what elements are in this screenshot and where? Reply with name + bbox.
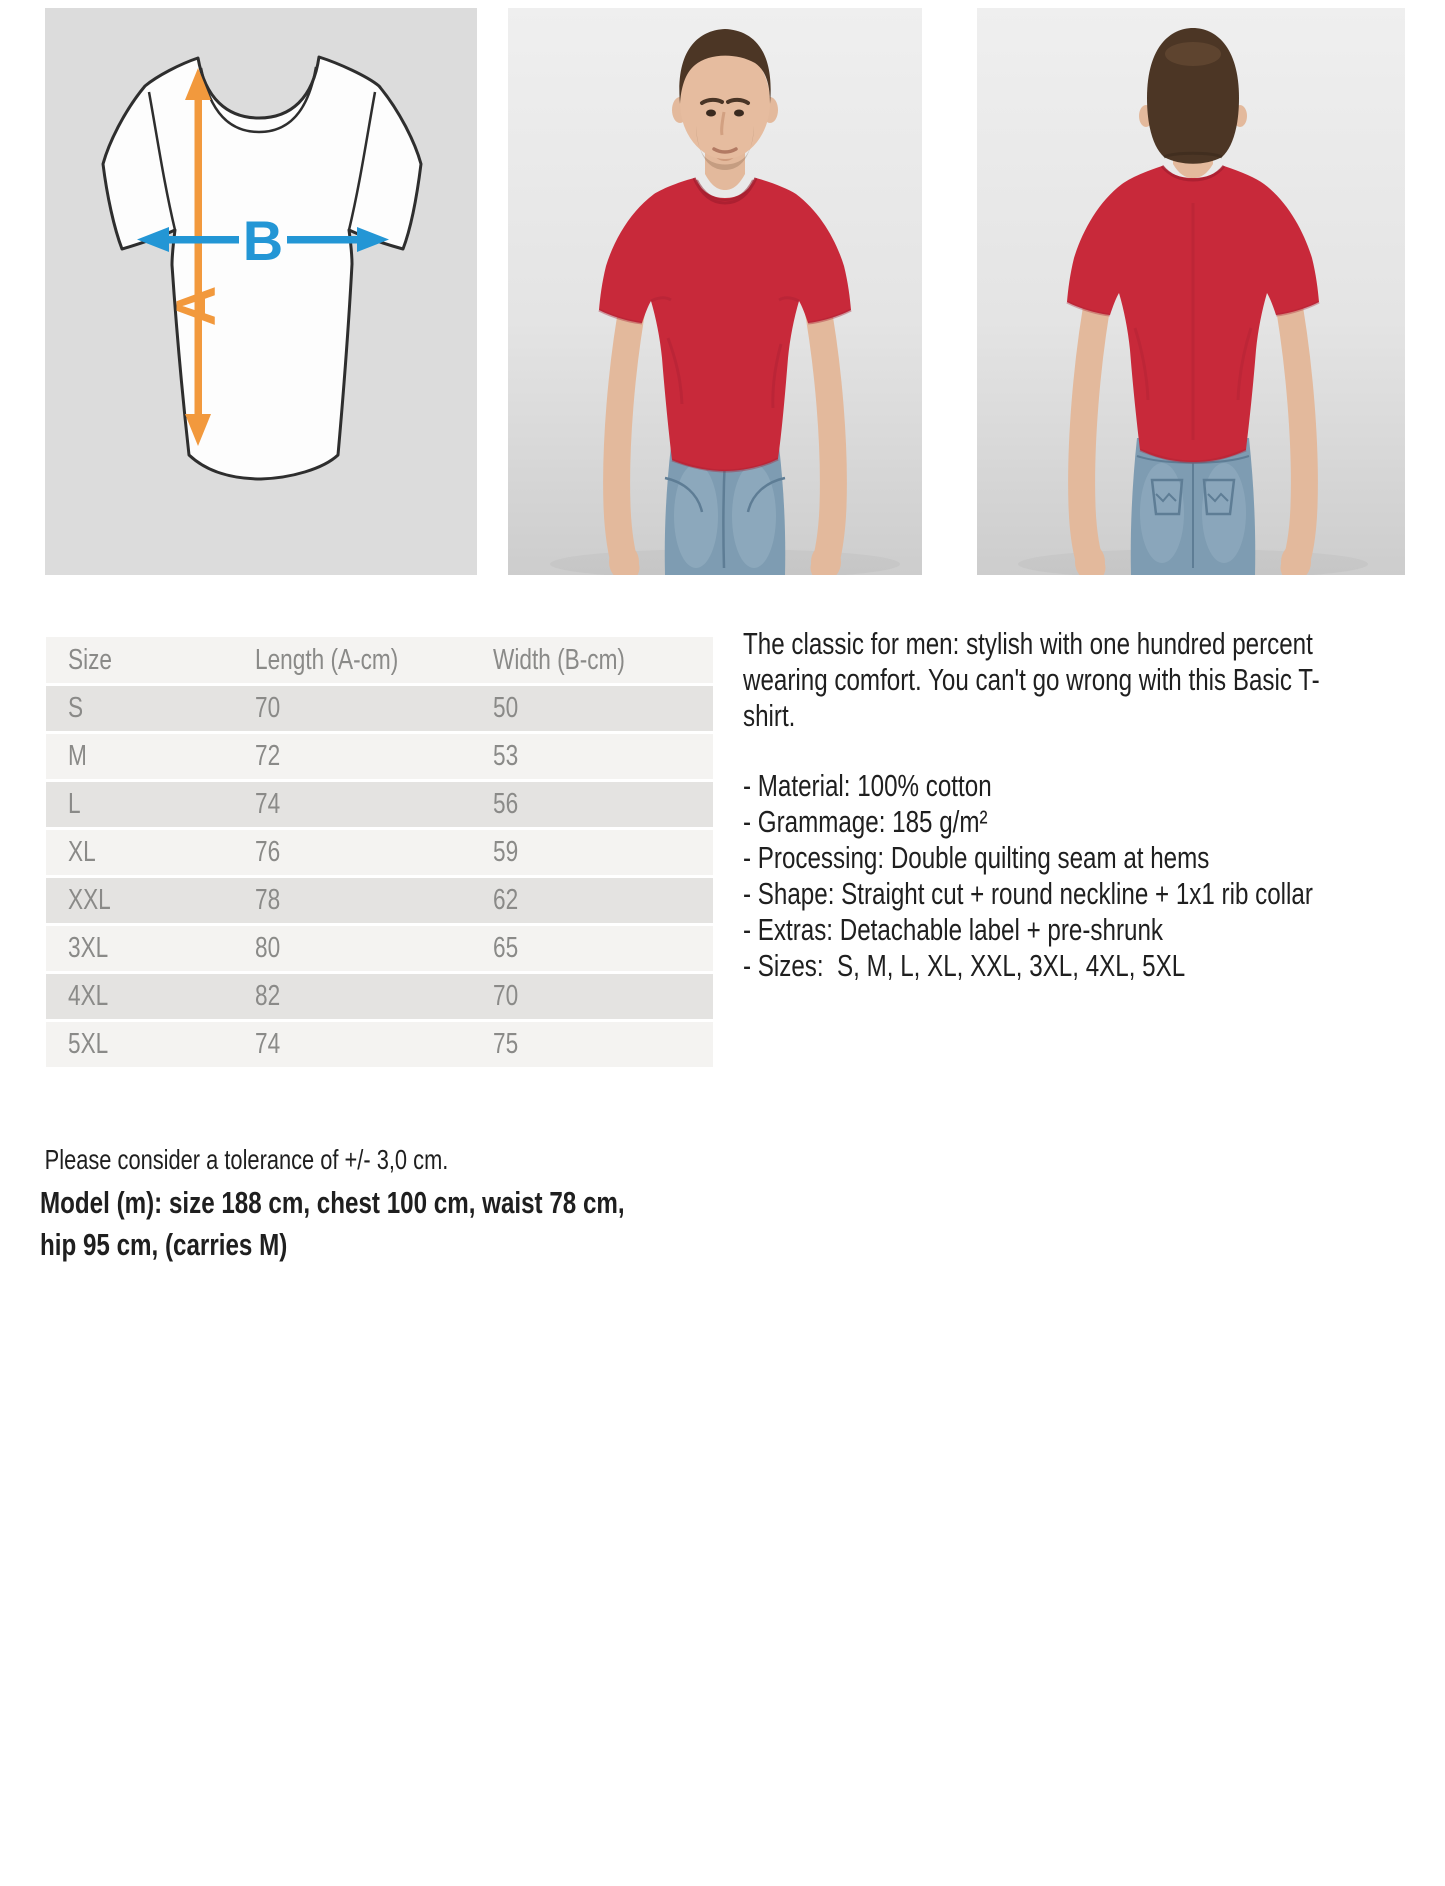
spec-list [743, 768, 1422, 984]
spec-item-material: - Material: 100% cotton [743, 768, 992, 803]
cell-size: 5XL [68, 1028, 109, 1060]
cell-width: 62 [493, 884, 519, 916]
spec-item-shape: - Shape: Straight cut + round neckline + 1x1 rib collar [743, 876, 1313, 911]
cell-width: 70 [493, 980, 519, 1012]
size-diagram-panel [45, 8, 477, 575]
model-photo-back [977, 8, 1405, 575]
column-header-width: Width (B-cm) [493, 643, 625, 676]
tshirt-measurement-diagram [45, 8, 477, 575]
description-intro: The classic for men: stylish with one hundred percent wearing comfort. You can't go wrong with this Basic T-shirt. [743, 626, 1320, 733]
spec-item-sizes: - Sizes: S, M, L, XL, XXL, 3XL, 4XL, 5XL [743, 948, 1186, 983]
cell-length: 72 [255, 740, 281, 772]
back-view-illustration [977, 8, 1405, 575]
cell-length: 74 [255, 1028, 281, 1060]
cell-length: 80 [255, 932, 281, 964]
cell-width: 75 [493, 1028, 519, 1060]
cell-size: XXL [68, 884, 111, 916]
cell-length: 78 [255, 884, 281, 916]
table-row-xxl [46, 878, 713, 923]
cell-width: 59 [493, 836, 519, 868]
product-description [743, 626, 1422, 984]
column-header-length: Length (A-cm) [255, 643, 399, 676]
cell-size: S [68, 692, 84, 724]
size-table [46, 637, 713, 1067]
cell-length: 82 [255, 980, 281, 1012]
table-row-3xl [46, 926, 713, 971]
table-row-4xl [46, 974, 713, 1019]
cell-width: 65 [493, 932, 519, 964]
cell-size: XL [68, 836, 96, 868]
cell-width: 50 [493, 692, 519, 724]
model-info: Model (m): size 188 cm, chest 100 cm, waist 78 cm, hip 95 cm, (carries M) [40, 1185, 625, 1262]
notes-section [40, 1143, 820, 1266]
size-table-header-row [46, 637, 713, 683]
cell-size: 4XL [68, 980, 109, 1012]
model-photo-front [508, 8, 922, 575]
table-row-m [46, 734, 713, 779]
cell-width: 56 [493, 788, 519, 820]
table-row-l [46, 782, 713, 827]
cell-length: 74 [255, 788, 281, 820]
table-row-xl [46, 830, 713, 875]
cell-size: 3XL [68, 932, 109, 964]
spec-item-processing: - Processing: Double quilting seam at hems [743, 840, 1210, 875]
spec-item-extras: - Extras: Detachable label + pre-shrunk [743, 912, 1164, 947]
cell-length: 76 [255, 836, 281, 868]
cell-width: 53 [493, 740, 519, 772]
cell-length: 70 [255, 692, 281, 724]
tolerance-note: Please consider a tolerance of +/- 3,0 cm. [44, 1144, 449, 1175]
table-row-5xl [46, 1022, 713, 1067]
front-view-illustration [508, 8, 922, 575]
spec-item-grammage: - Grammage: 185 g/m² [743, 804, 988, 839]
measure-label-b: B [242, 209, 284, 272]
cell-size: M [68, 740, 87, 772]
column-header-size: Size [68, 643, 113, 676]
table-row-s [46, 686, 713, 731]
measure-label-a: A [164, 285, 227, 327]
cell-size: L [68, 788, 81, 820]
